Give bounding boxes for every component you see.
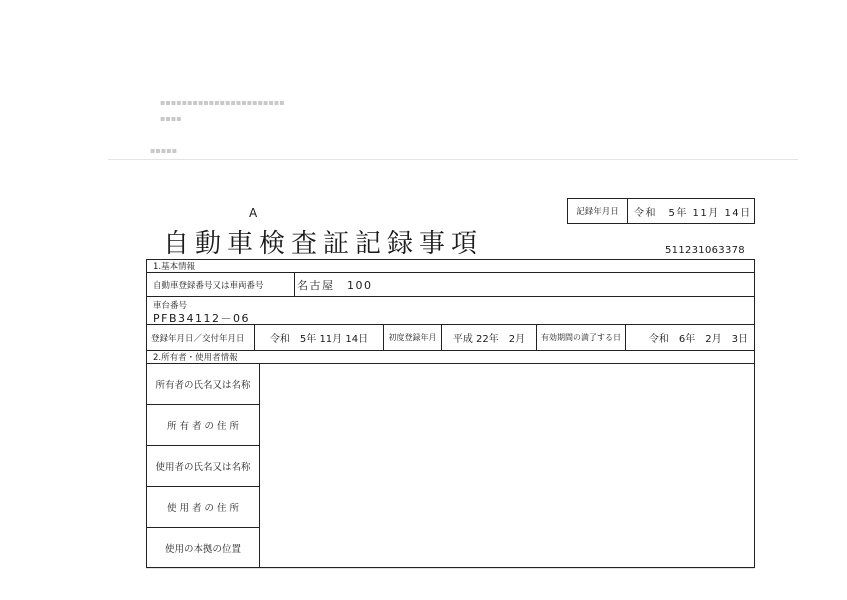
owner-address-label: 所 有 者 の 住 所: [147, 405, 260, 446]
base-location-label: 使用の本拠の位置: [147, 528, 260, 568]
reg-date-label: 登録年月日／交付年月日: [147, 325, 255, 350]
expiry-label: 有効期間の満了する日: [537, 325, 626, 350]
faint-header-text: ▪▪▪▪▪▪▪▪▪▪▪▪▪▪▪▪▪▪▪▪▪▪▪: [160, 98, 285, 107]
record-date-value: 令和 5年 11月 14日: [634, 207, 752, 219]
chassis-value: PFB34112－06: [153, 312, 250, 325]
document-number: 511231063378: [665, 245, 745, 256]
faint-header-text: ▪▪▪▪▪: [150, 146, 178, 155]
dates-row: [147, 325, 754, 351]
inspection-record-table: [146, 259, 755, 568]
sheet-edge: [108, 159, 798, 160]
record-date-label: 記録年月日: [568, 199, 628, 223]
reg-date-value: 令和 5年 11月 14日: [255, 325, 384, 350]
chassis-row: [147, 297, 754, 325]
record-date-box: [567, 198, 755, 224]
first-reg-value: 平成 22年 2月: [442, 325, 537, 350]
document-title: 自動車検査証記録事項: [163, 229, 484, 259]
first-reg-label: 初度登録年月: [384, 325, 442, 350]
expiry-value: 令和 6年 2月 3日: [648, 334, 748, 345]
page-cut-line: [146, 568, 755, 569]
registration-label: 自動車登録番号又は車両番号: [147, 273, 295, 296]
faint-header-text: ▪▪▪▪: [160, 114, 182, 123]
chassis-label: 車台番号: [153, 301, 188, 311]
owner-name-label: 所有者の氏名又は名称: [147, 364, 260, 405]
section-label: 1.基本情報: [153, 262, 196, 272]
section-label: 2.所有者・使用者情報: [153, 353, 238, 363]
user-address-label: 使 用 者 の 住 所: [147, 487, 260, 528]
section-basic-header: [147, 260, 754, 273]
registration-value: 名古屋 100: [297, 278, 373, 292]
registration-row: [147, 273, 754, 297]
form-mark: A: [249, 206, 258, 220]
section-owner-header: [147, 351, 754, 364]
user-name-label: 使用者の氏名又は名称: [147, 446, 260, 487]
